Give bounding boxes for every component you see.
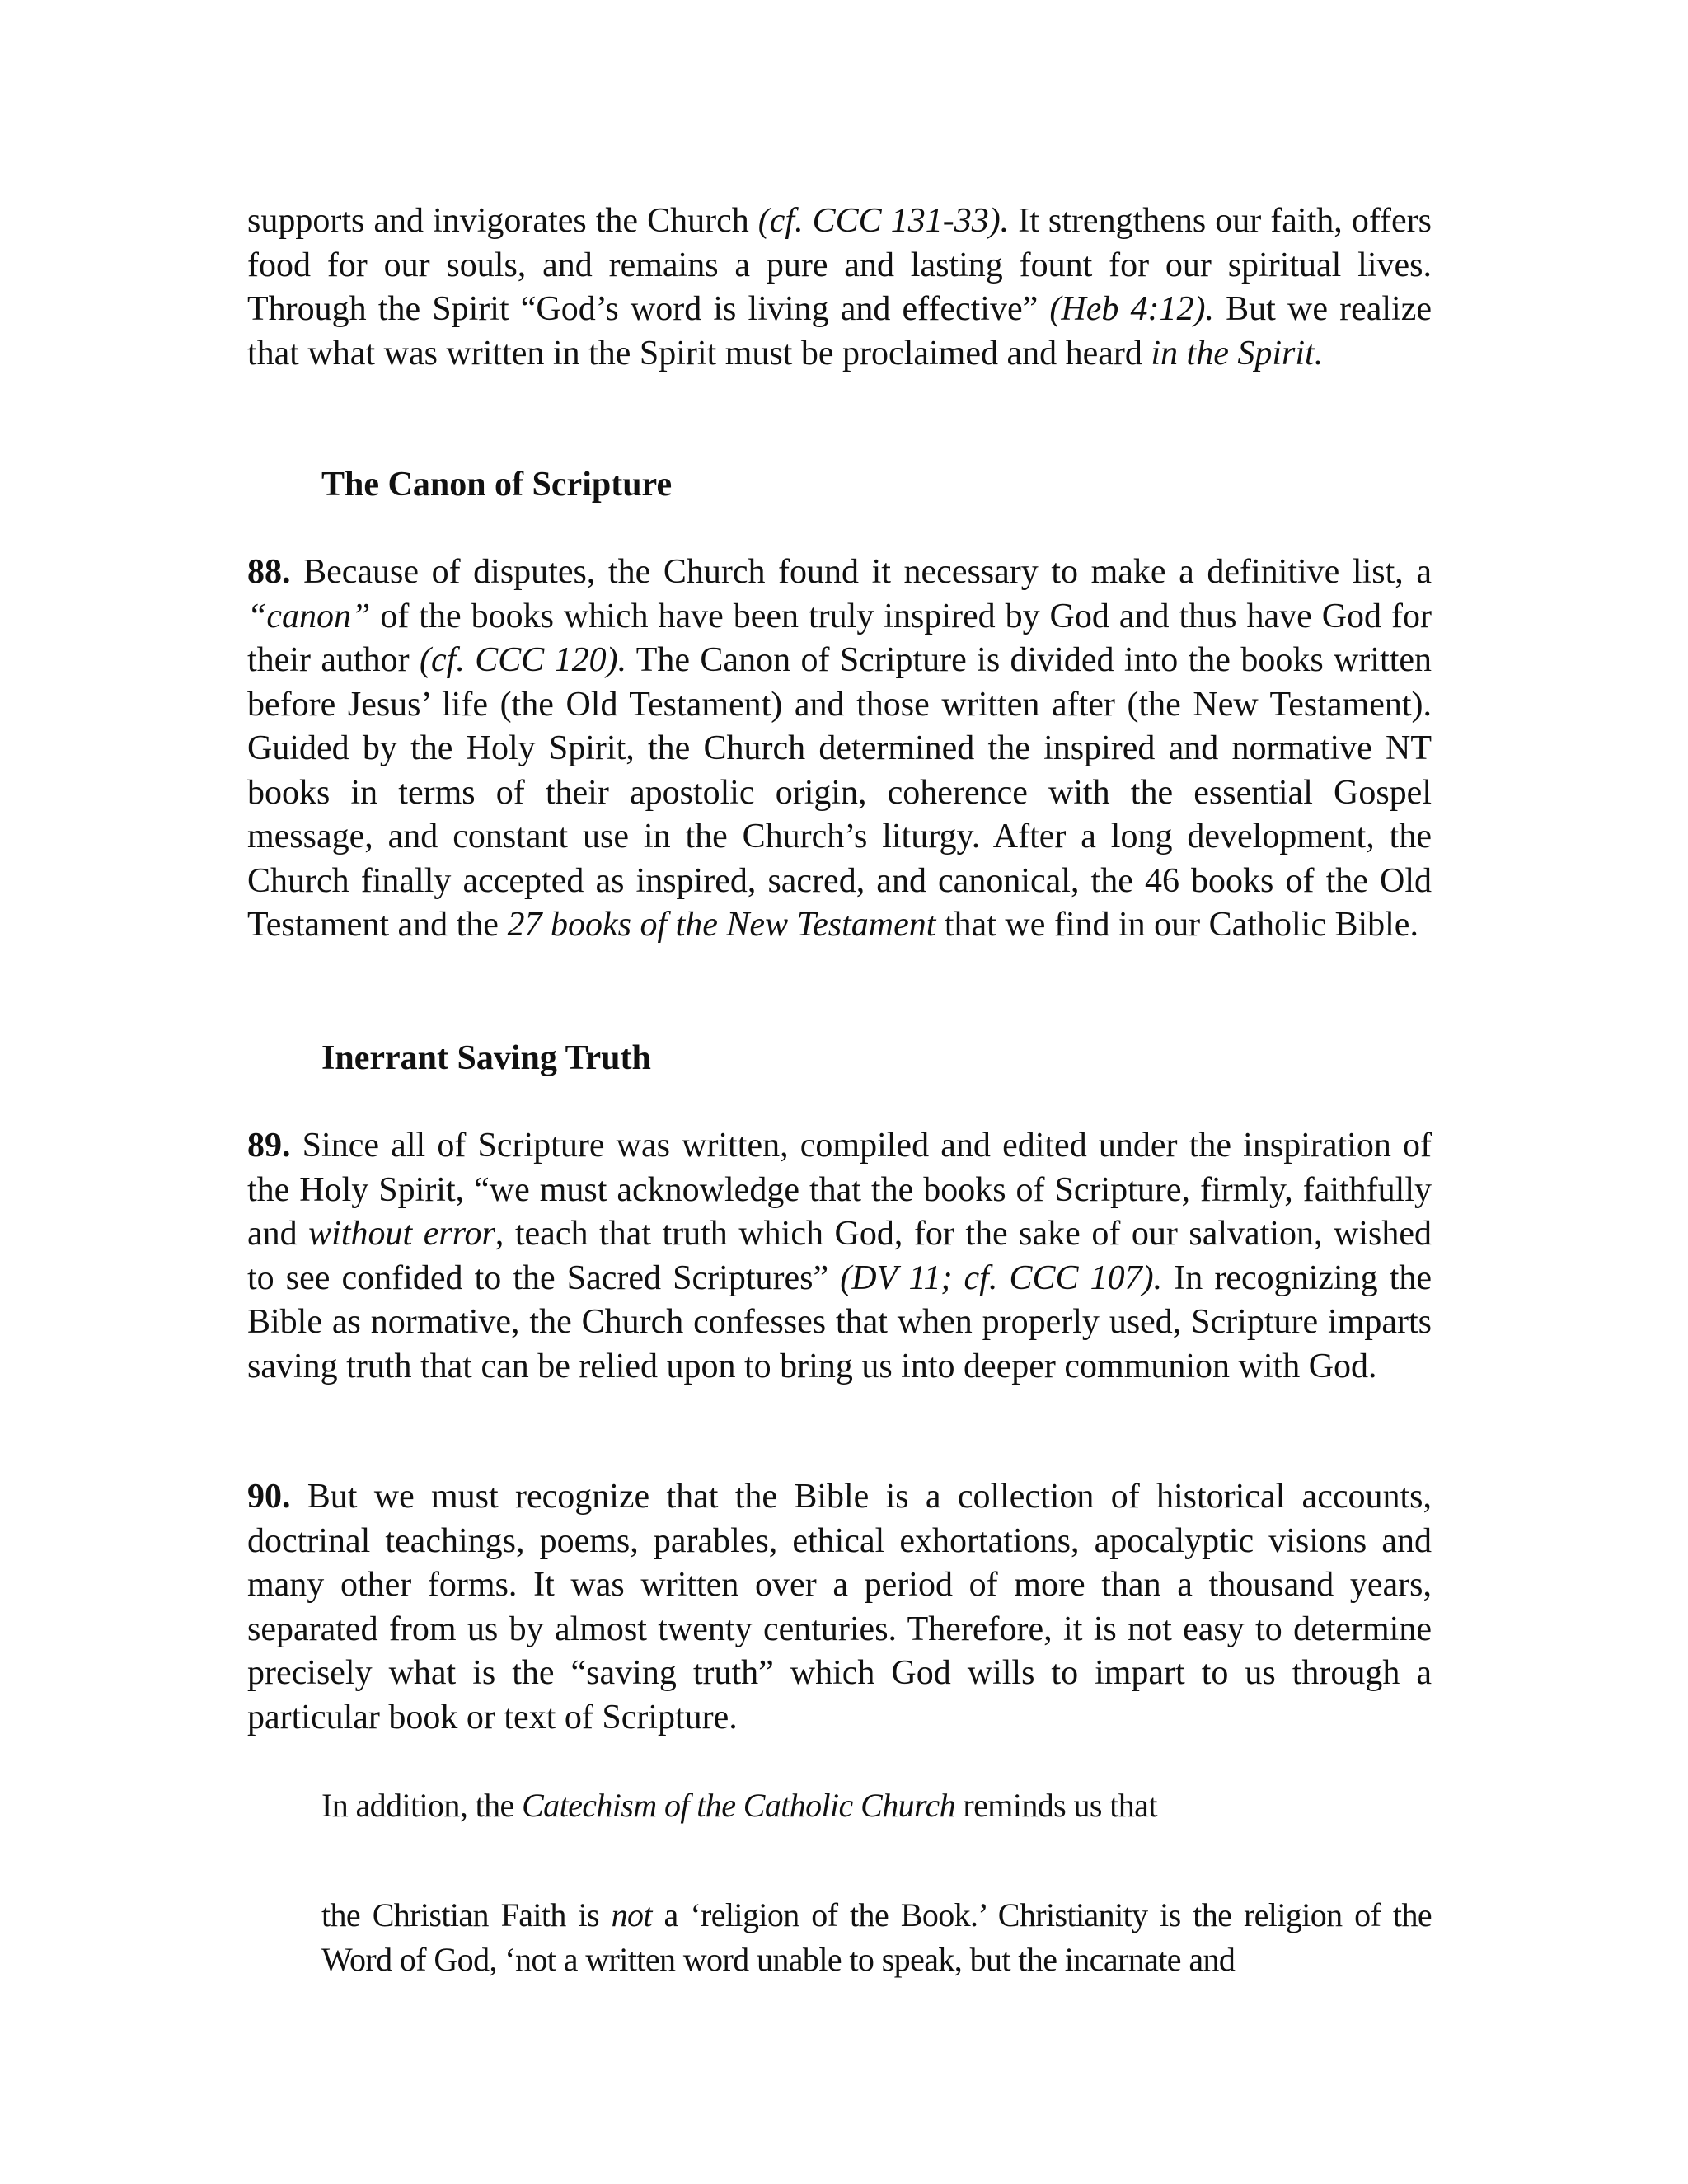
- text-run: reminds us that: [955, 1787, 1157, 1824]
- emphasis: in the Spirit.: [1151, 334, 1324, 373]
- emphasis: 27 books of the New Testament: [507, 906, 936, 944]
- text-run: It strengthens our faith, offers food for our souls, and remains a pure and lasting fount for our spiritual lives. Through the Spirit “God’s word is living and effective”: [247, 202, 1432, 328]
- paragraph-88: [247, 551, 1432, 948]
- text-run: supports and invigorates the Church: [247, 202, 758, 240]
- text-run: of the books which have been truly inspired by God and thus have God for their author: [247, 597, 1432, 679]
- text-run: But we realize that what was written in the Spirit must be proclaimed and heard: [247, 290, 1432, 373]
- emphasis: not: [611, 1896, 652, 1933]
- paragraph-intro: [247, 199, 1432, 376]
- paragraph-number: 90.: [247, 1478, 291, 1516]
- text-run: In addition, the: [321, 1787, 523, 1824]
- citation: (cf. CCC 120).: [420, 641, 627, 679]
- text-run: The Canon of Scripture is divided into the books written before Jesus’ life (the Old Testament) and those written after (the New Testament). Guided by the Holy Spirit, the Church determined the inspired and normative NT books in terms of their apostolic origin, coherence with the essential Gospel message, and constant use in the Church’s liturgy. After a long development, the Church finally accepted as inspired, sacred, and canonical, the 46 books of the Old Testament and the: [247, 641, 1432, 944]
- book-title: Catechism of the Catholic Church: [522, 1787, 956, 1824]
- section-heading-inerrant: Inerrant Saving Truth: [321, 1039, 651, 1077]
- text-run: Since all of Scripture was written, compiled and edited under the inspiration of the Holy Spirit, “we must acknowledge that the books of Scripture, firmly, faithfully and: [247, 1127, 1432, 1253]
- text-run: , teach that truth which God, for the sake of our salvation, wished to see confided to the Sacred Scriptures”: [247, 1215, 1432, 1297]
- text-run: In recognizing the Bible as normative, the Church confesses that when properly used, Scripture imparts saving truth that can be relied upon to bring us into deeper communion with God.: [247, 1258, 1432, 1385]
- paragraph-number: 88.: [247, 553, 291, 591]
- emphasis: without error: [308, 1215, 495, 1253]
- block-quote: [321, 1893, 1432, 1981]
- text-run: But we must recognize that the Bible is a collection of historical accounts, doctrinal teachings, poems, parables, ethical exhortations, apocalyptic visions and many other forms. It was written over a period of more than a thousand years, separated from us by almost twenty centuries. Therefore, it is not easy to determine precisely what is the “saving truth” which God wills to impart to us through a particular book or text of Scripture.: [247, 1478, 1432, 1736]
- text-run: Because of disputes, the Church found it necessary to make a definitive list, a: [290, 553, 1432, 591]
- text-run: a ‘religion of the Book.’ Christianity is the religion of the Word of God, ‘not a written word unable to speak, but the incarnate and: [321, 1896, 1432, 1978]
- paragraph-addition: [321, 1783, 1432, 1828]
- emphasis: “canon”: [247, 597, 371, 635]
- text-run: the Christian Faith is: [321, 1896, 612, 1933]
- text-run: that we find in our Catholic Bible.: [935, 906, 1418, 944]
- section-heading-canon: The Canon of Scripture: [321, 466, 673, 504]
- paragraph-number: 89.: [247, 1127, 291, 1165]
- citation: (DV 11; cf. CCC 107).: [840, 1258, 1163, 1297]
- citation: (cf. CCC 131-33).: [757, 202, 1010, 240]
- paragraph-89: [247, 1124, 1432, 1389]
- citation: (Heb 4:12).: [1049, 290, 1214, 328]
- paragraph-90: [247, 1475, 1432, 1740]
